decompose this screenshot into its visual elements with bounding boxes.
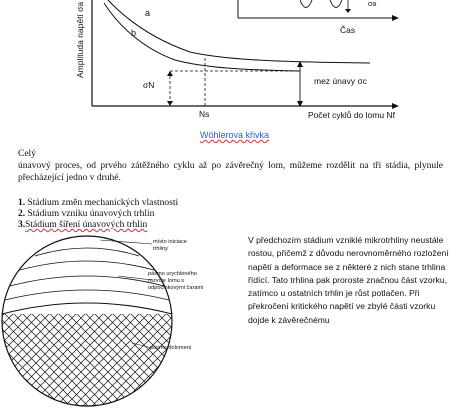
stage-item-1: [18, 198, 178, 209]
stage-item-2: [18, 209, 178, 220]
intro-paragraph: [18, 148, 443, 184]
beach-mark-3: [10, 276, 164, 286]
figure-caption: [200, 130, 269, 140]
inset-time-label: Čas: [340, 25, 356, 35]
curve-a-label: a: [145, 8, 151, 18]
label-fatigue-zone: pásmo urychleného rozvoje lomu s odpočinkovými čarami: [148, 271, 204, 291]
beach-mark-2: [20, 261, 154, 270]
stage-1-number: 1.: [18, 198, 26, 208]
x-axis-label: Počet cyklů do lomu Nf: [308, 110, 395, 120]
inset-sigma-label: σa: [368, 1, 377, 8]
fatigue-limit-label: mez únavy σc: [314, 76, 367, 86]
ns-label: Ns: [199, 109, 210, 119]
stage-3-number: 3.: [18, 220, 26, 230]
curve-b-label: b: [131, 28, 137, 38]
label-initiation: místo iniciace trhliny: [153, 239, 187, 252]
intro-text: únavový proces, od prvého zátěžného cyklu až po závěrečný lom, můžeme rozdělit na tři stádia, plynule přecházející jedno v druhé.: [18, 161, 443, 183]
stage-2-text: Stádium vzniku únavových trhlin: [25, 209, 155, 219]
stage-3-text: Stádium šíření únavových trhlin: [25, 220, 148, 230]
y-axis-label: Amplituda napětí σa: [75, 1, 85, 78]
crack-growth-paragraph: V předchozím stádium vzniklé mikrotrhliny neustále rostou, přičemž z důvodu nerovnoměrného rozložení napětí a deformace se z některé z nich stane trhlina řídící. Tato trhlina pak proroste značnou část vzorku, zatímco u ostatních trhlin je růst potlačen. Při překročení kritického napětí ve zbylé části vzorku dojde k závěrečnému: [248, 235, 449, 325]
stage-2-number: 2.: [18, 209, 26, 219]
fracture-surface-diagram: [0, 228, 240, 414]
intro-word: Celý: [18, 149, 36, 159]
stage-1-text: Stádium změn mechanických vlastností: [25, 198, 179, 208]
label-final-zone: pásmo dolomení: [150, 345, 192, 351]
figure-caption-text: Wöhlerova křivka: [200, 130, 270, 140]
sigma-n-text: σN: [143, 80, 155, 90]
beach-mark-1: [35, 248, 139, 256]
sigma-n-label: [143, 80, 154, 90]
x-axis-arrow: [392, 103, 399, 109]
beach-mark-4: [5, 290, 169, 300]
inset-loading-graph: [238, 0, 399, 35]
wohler-curve-chart: [0, 0, 461, 125]
stages-list: [18, 198, 178, 231]
